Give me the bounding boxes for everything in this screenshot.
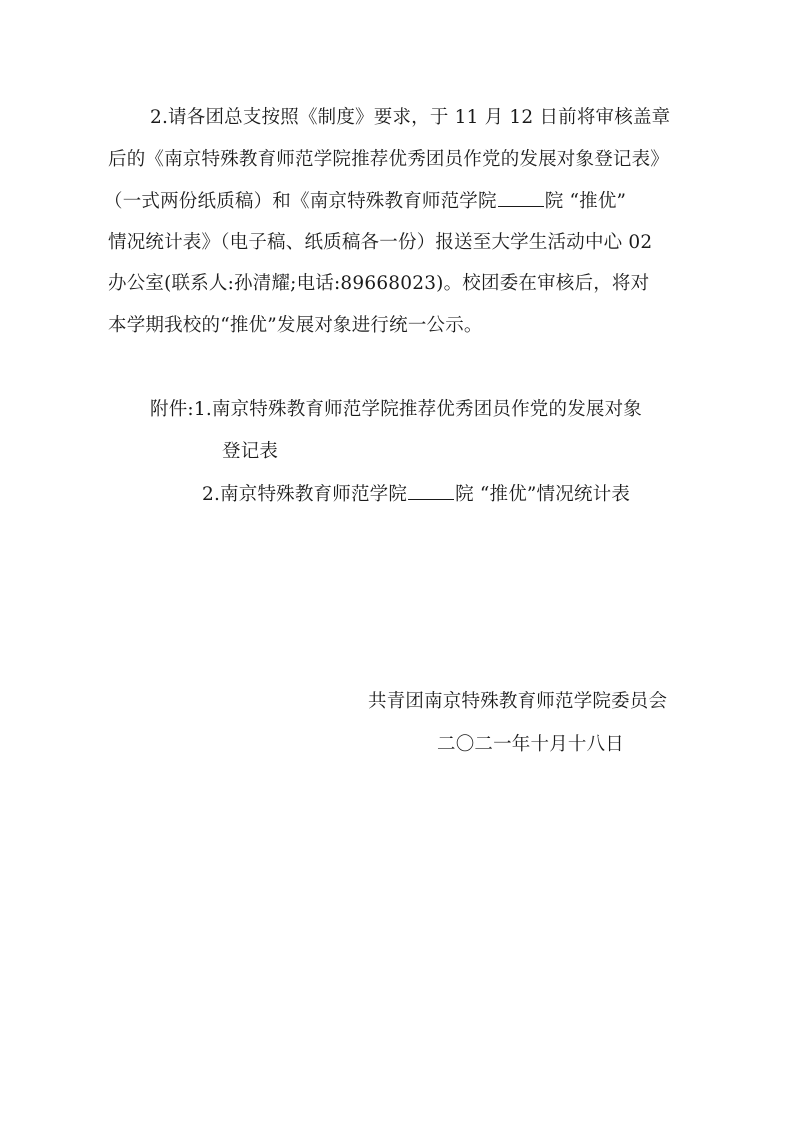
issue-date: 二〇二一年十月十八日 bbox=[437, 734, 625, 755]
paragraph-line-2: 后的《南京特殊教育师范学院推荐优秀团员作党的发展对象登记表》 bbox=[108, 149, 670, 170]
attachment-item-2-suffix: 院 “推优”情况统计表 bbox=[455, 484, 631, 505]
attachment-item-2 bbox=[202, 482, 630, 507]
paragraph-line-4: 情况统计表》（电子稿、纸质稿各一份）报送至大学生活动中心 02 bbox=[108, 232, 653, 253]
paragraph-line-3 bbox=[104, 189, 626, 214]
paragraph-line-6: 本学期我校的“推优”发展对象进行统一公示。 bbox=[108, 315, 483, 336]
paragraph-line-1: 2.请各团总支按照《制度》要求，于 11 月 12 日前将审核盖章 bbox=[150, 107, 671, 128]
attachment-item-2-text: 2.南京特殊教育师范学院 bbox=[202, 484, 408, 505]
paragraph-line-5: 办公室(联系人:孙清耀;电话:89668023)。校团委在审核后，将对 bbox=[108, 273, 650, 294]
paragraph-line-3-suffix: 院 “推优” bbox=[544, 191, 627, 212]
paragraph-line-3-text: （一式两份纸质稿）和《南京特殊教育师范学院 bbox=[104, 191, 497, 212]
attachments-label: 附件: bbox=[150, 399, 194, 420]
attachment-item-1-continued: 登记表 bbox=[222, 441, 279, 462]
fill-in-blank bbox=[498, 189, 544, 207]
fill-in-blank bbox=[408, 482, 454, 500]
attachment-line-1 bbox=[150, 398, 642, 422]
issuing-organization: 共青团南京特殊教育师范学院委员会 bbox=[368, 691, 668, 712]
attachment-item-1: 1.南京特殊教育师范学院推荐优秀团员作党的发展对象 bbox=[193, 399, 642, 420]
